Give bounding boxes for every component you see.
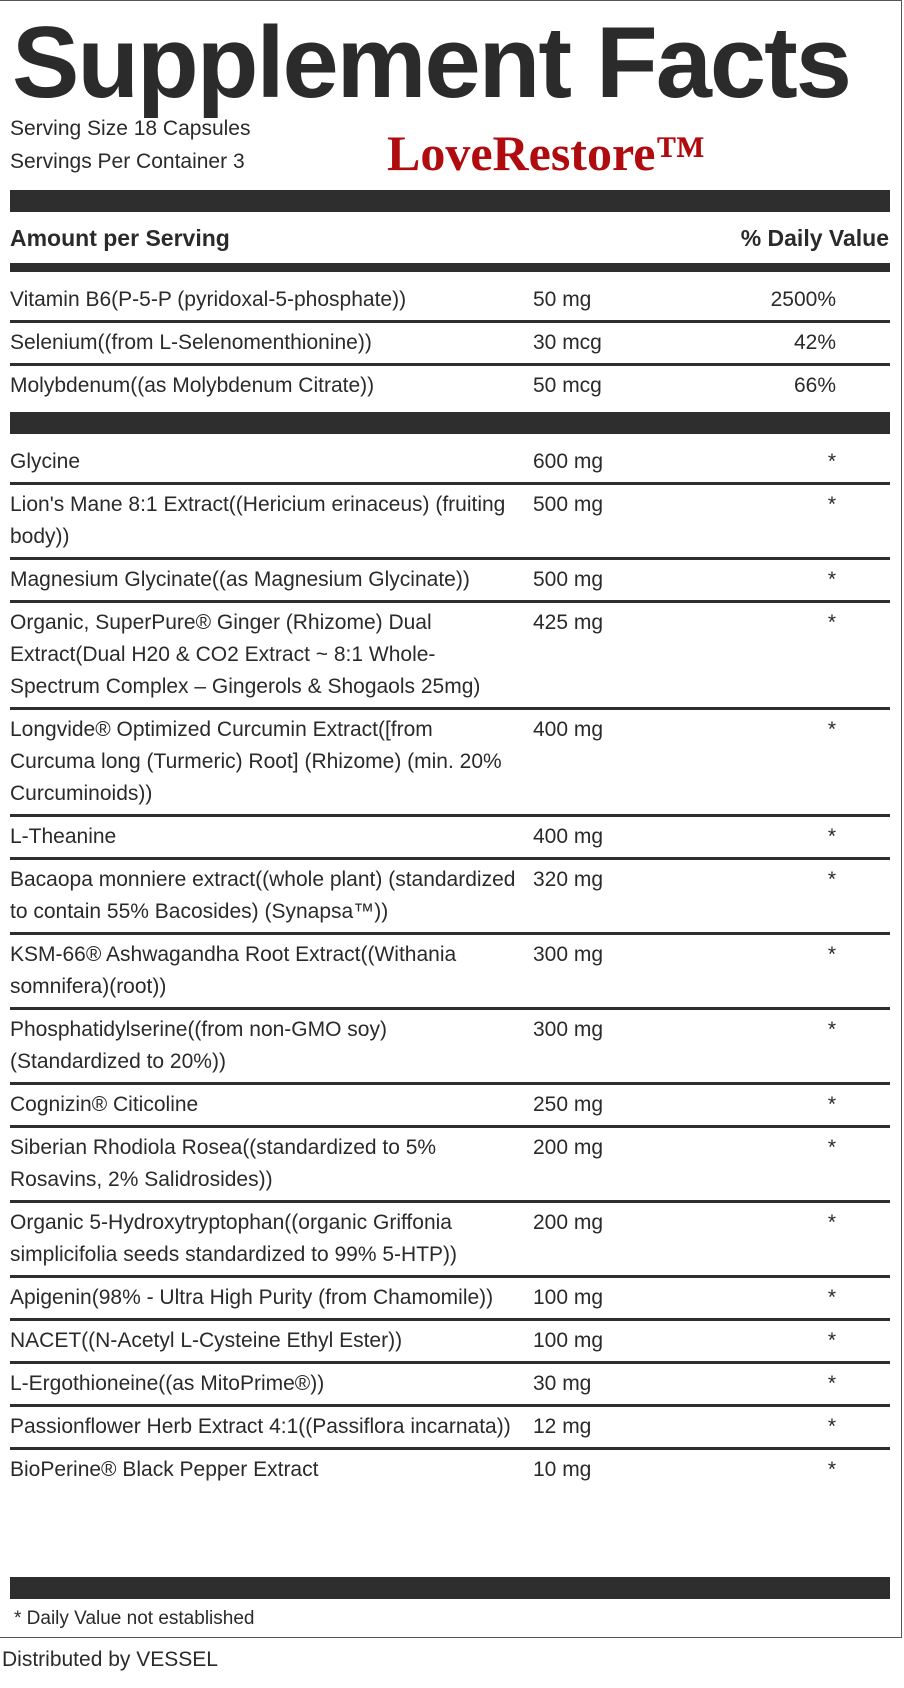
table-row	[10, 1128, 890, 1203]
header-divider-bar	[10, 263, 890, 272]
amount-per-serving-header: Amount per Serving	[10, 225, 230, 251]
ingredient-daily-value: *	[827, 825, 836, 848]
ingredient-amount: 30 mg	[533, 1372, 592, 1395]
ingredient-daily-value: *	[827, 1018, 836, 1041]
ingredient-amount: 30 mcg	[533, 331, 602, 354]
ingredient-name: Magnesium Glycinate((as Magnesium Glycinate))	[10, 568, 470, 591]
table-row	[10, 710, 890, 817]
ingredient-name: Apigenin(98% - Ultra High Purity (from Chamomile))	[10, 1286, 494, 1309]
ingredient-daily-value: *	[827, 1458, 836, 1481]
ingredient-daily-value: *	[827, 1415, 836, 1438]
ingredient-daily-value: *	[827, 1211, 836, 1234]
ingredient-name: Molybdenum((as Molybdenum Citrate))	[10, 374, 375, 397]
table-row	[10, 485, 890, 560]
ingredient-name: Lion's Mane 8:1 Extract((Hericium erinaceus) (fruiting body))	[10, 493, 506, 548]
ingredient-daily-value: 42%	[793, 331, 836, 354]
ingredient-daily-value: *	[827, 493, 836, 516]
ingredient-name: NACET((N-Acetyl L-Cysteine Ethyl Ester))	[10, 1329, 403, 1352]
table-row	[10, 1010, 890, 1085]
top-divider-bar	[10, 190, 890, 212]
ingredient-amount: 50 mcg	[533, 374, 602, 397]
ingredient-name: Longvide® Optimized Curcumin Extract([from Curcuma long (Turmeric) Root] (Rhizome) (min. 20% Curcuminoids))	[10, 718, 502, 805]
ingredient-amount: 600 mg	[533, 450, 604, 473]
table-row	[10, 1203, 890, 1278]
ingredient-amount: 300 mg	[533, 1018, 604, 1041]
ingredient-amount: 100 mg	[533, 1286, 604, 1309]
table-row	[10, 323, 890, 366]
ingredient-name: Selenium((from L-Selenomenthionine))	[10, 331, 372, 354]
ingredient-amount: 300 mg	[533, 943, 604, 966]
ingredient-name: KSM-66® Ashwagandha Root Extract((Withania somnifera)(root))	[10, 943, 457, 998]
serving-size: Serving Size 18 Capsules	[10, 117, 251, 140]
ingredient-daily-value: *	[827, 568, 836, 591]
daily-value-footnote: * Daily Value not established	[14, 1608, 255, 1629]
table-row	[10, 560, 890, 603]
ingredient-amount: 200 mg	[533, 1136, 604, 1159]
ingredient-name: Organic, SuperPure® Ginger (Rhizome) Dual Extract(Dual H20 & CO2 Extract ~ 8:1 Whole-Spectrum Complex – Gingerols & Shogaols 25mg)	[10, 611, 481, 698]
daily-value-header: % Daily Value	[740, 225, 889, 251]
table-row	[10, 1364, 890, 1407]
ingredient-amount: 200 mg	[533, 1211, 604, 1234]
ingredient-daily-value: *	[827, 1093, 836, 1116]
ingredient-daily-value: *	[827, 611, 836, 634]
ingredient-amount: 12 mg	[533, 1415, 592, 1438]
ingredient-name: Passionflower Herb Extract 4:1((Passiflora incarnata))	[10, 1415, 511, 1438]
section-divider-bar	[10, 412, 890, 434]
vitamin-rows	[10, 280, 890, 406]
ingredient-amount: 400 mg	[533, 718, 604, 741]
table-row	[10, 860, 890, 935]
ingredient-name: Glycine	[10, 450, 81, 473]
ingredient-daily-value: *	[827, 1286, 836, 1309]
servings-per-container: Servings Per Container 3	[10, 150, 245, 173]
ingredient-amount: 100 mg	[533, 1329, 604, 1352]
ingredient-rows	[10, 442, 890, 1490]
ingredient-amount: 50 mg	[533, 288, 592, 311]
ingredient-daily-value: *	[827, 1329, 836, 1352]
bottom-divider-bar	[10, 1577, 890, 1599]
table-row	[10, 935, 890, 1010]
ingredient-daily-value: *	[827, 943, 836, 966]
ingredient-daily-value: 66%	[793, 374, 836, 397]
ingredient-name: Vitamin B6(P-5-P (pyridoxal-5-phosphate))	[10, 288, 407, 311]
panel-title: Supplement Facts	[12, 7, 850, 119]
ingredient-amount: 500 mg	[533, 493, 604, 516]
table-row	[10, 442, 890, 485]
ingredient-name: L-Theanine	[10, 825, 117, 848]
ingredient-name: Siberian Rhodiola Rosea((standardized to 5% Rosavins, 2% Salidrosides))	[10, 1136, 437, 1191]
ingredient-amount: 320 mg	[533, 868, 604, 891]
ingredient-amount: 500 mg	[533, 568, 604, 591]
table-row	[10, 280, 890, 323]
table-row	[10, 1278, 890, 1321]
ingredient-amount: 400 mg	[533, 825, 604, 848]
table-row	[10, 1407, 890, 1450]
ingredient-amount: 425 mg	[533, 611, 604, 634]
table-row	[10, 603, 890, 710]
distributor-line: Distributed by VESSEL	[2, 1648, 218, 1671]
ingredient-amount: 10 mg	[533, 1458, 592, 1481]
table-row	[10, 1085, 890, 1128]
ingredient-daily-value: *	[827, 450, 836, 473]
ingredient-name: Organic 5-Hydroxytryptophan((organic Griffonia simplicifolia seeds standardized to 99% 5-HTP))	[10, 1211, 458, 1266]
ingredient-daily-value: *	[827, 1136, 836, 1159]
ingredient-daily-value: *	[827, 718, 836, 741]
table-row	[10, 1450, 890, 1490]
ingredient-name: L-Ergothioneine((as MitoPrime®))	[10, 1372, 325, 1395]
ingredient-daily-value: *	[827, 868, 836, 891]
brand-name: LoveRestore™	[387, 125, 706, 181]
ingredient-daily-value: 2500%	[770, 288, 836, 311]
ingredient-name: Phosphatidylserine((from non-GMO soy) (Standardized to 20%))	[10, 1018, 387, 1073]
table-row	[10, 366, 890, 406]
ingredient-name: Cognizin® Citicoline	[10, 1093, 199, 1116]
table-row	[10, 1321, 890, 1364]
table-row	[10, 817, 890, 860]
ingredient-amount: 250 mg	[533, 1093, 604, 1116]
ingredient-name: BioPerine® Black Pepper Extract	[10, 1458, 319, 1481]
ingredient-daily-value: *	[827, 1372, 836, 1395]
ingredient-name: Bacaopa monniere extract((whole plant) (standardized to contain 55% Bacosides) (Synapsa™))	[10, 868, 516, 923]
